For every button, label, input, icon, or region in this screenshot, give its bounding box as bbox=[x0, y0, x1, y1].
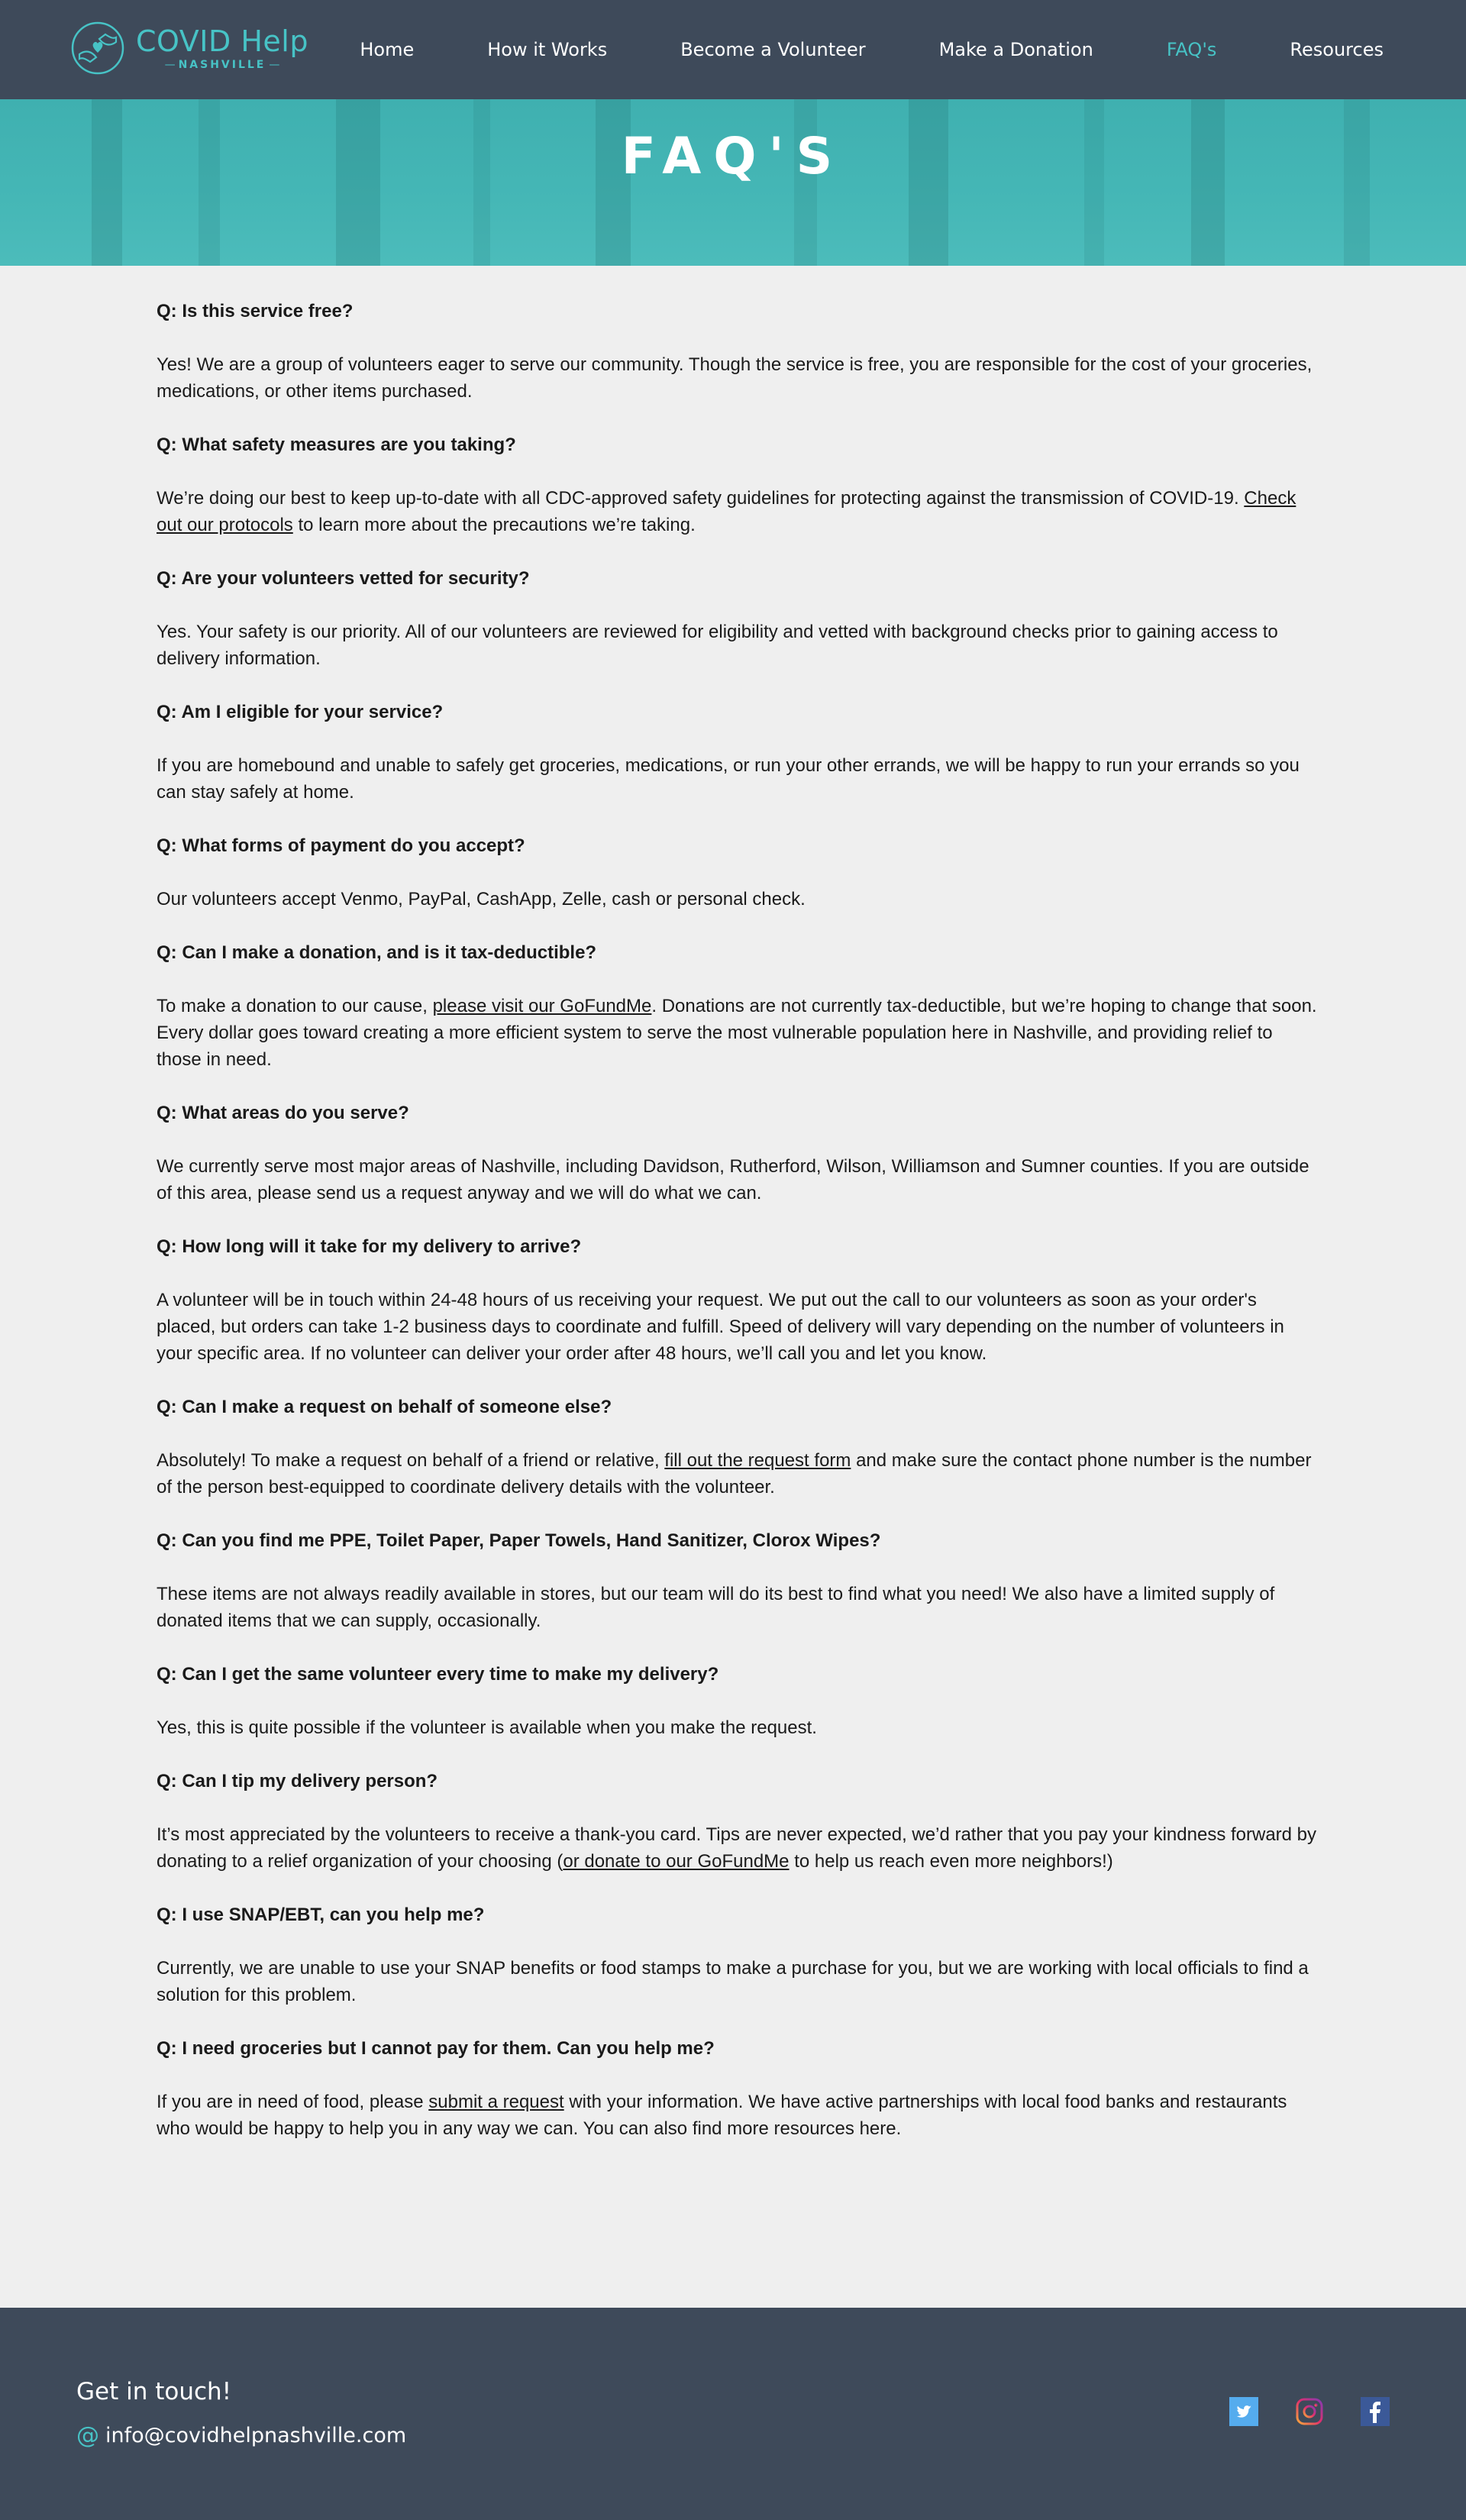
faq-answer-text: Yes! We are a group of volunteers eager to serve our community. Though the service is free, you are responsible for the cost of your groceries, medications, or other items purchased. bbox=[157, 354, 1313, 402]
faq-answer bbox=[157, 1955, 1317, 2008]
faq-question: Q: I need groceries but I cannot pay for them. Can you help me? bbox=[157, 2038, 715, 2059]
faq-answer-link[interactable]: please visit our GoFundMe bbox=[432, 996, 652, 1016]
nav-item-resources[interactable]: Resources bbox=[1290, 39, 1384, 60]
instagram-icon[interactable] bbox=[1295, 2397, 1324, 2426]
faq-answer-text: These items are not always readily available in stores, but our team will do its best to find what you need! We also have a limited supply of donated items that we can supply, occasionally. bbox=[157, 1584, 1275, 1631]
contact-heading: Get in touch! bbox=[76, 2378, 232, 2405]
faq-answer-text: To make a donation to our cause, bbox=[157, 996, 433, 1016]
faq-answer bbox=[157, 1714, 1317, 1741]
hero-banner bbox=[0, 99, 1466, 266]
logo-title: COVID Help bbox=[136, 24, 308, 58]
faq-answer bbox=[157, 752, 1317, 806]
faq-answer-text: If you are homebound and unable to safely get groceries, medications, or run your other errands, we will be happy to run your errands so you can stay safely at home. bbox=[157, 755, 1300, 803]
contact-email[interactable] bbox=[76, 2422, 406, 2449]
faq-answer-text: Currently, we are unable to use your SNAP benefits or food stamps to make a purchase for you, but we are working with local officials to find a solution for this problem. bbox=[157, 1958, 1309, 2005]
faq-answer-text: Absolutely! To make a request on behalf of a friend or relative, bbox=[157, 1450, 665, 1471]
faq-answer bbox=[157, 485, 1317, 538]
faq-question: Q: Can you find me PPE, Toilet Paper, Paper Towels, Hand Sanitizer, Clorox Wipes? bbox=[157, 1530, 881, 1551]
faq-answer-text: and make sure the contact phone number is the number of the person best-equipped to coordinate delivery details with the volunteer. bbox=[157, 1450, 1312, 1497]
faq-answer-text: It’s most appreciated by the volunteers to receive a thank-you card. Tips are never expected, we’d rather that you pay your kindness forward by donating to a relief organization of your choosing ( bbox=[157, 1824, 1317, 1872]
faq-answer bbox=[157, 886, 1317, 913]
faq-answer-text: Our volunteers accept Venmo, PayPal, CashApp, Zelle, cash or personal check. bbox=[157, 889, 806, 909]
faq-answer bbox=[157, 1447, 1317, 1501]
faq-answer bbox=[157, 2089, 1317, 2142]
faq-question: Q: Am I eligible for your service? bbox=[157, 702, 444, 722]
faq-list bbox=[157, 298, 1317, 2169]
faq-question: Q: What areas do you serve? bbox=[157, 1103, 409, 1123]
faq-question: Q: What forms of payment do you accept? bbox=[157, 835, 525, 856]
site-footer bbox=[0, 2308, 1466, 2520]
twitter-icon[interactable] bbox=[1229, 2397, 1258, 2426]
faq-answer bbox=[157, 351, 1317, 405]
faq-question: Q: Are your volunteers vetted for security? bbox=[157, 568, 530, 589]
faq-question: Q: Is this service free? bbox=[157, 301, 354, 321]
faq-answer-text: to help us reach even more neighbors!) bbox=[789, 1851, 1113, 1872]
faq-answer bbox=[157, 1153, 1317, 1207]
faq-answer-link[interactable]: or donate to our GoFundMe bbox=[563, 1851, 790, 1872]
faq-answer bbox=[157, 1821, 1317, 1875]
faq-answer-text: We currently serve most major areas of Nashville, including Davidson, Rutherford, Wilson, Williamson and Sumner counties. If you are outside of this area, please send us a request anyway and we will do what we can. bbox=[157, 1156, 1309, 1203]
nav-item-home[interactable]: Home bbox=[360, 39, 415, 60]
facebook-icon[interactable] bbox=[1361, 2397, 1390, 2426]
social-links bbox=[1229, 2397, 1390, 2426]
faq-answer-link[interactable]: Check out our protocols bbox=[157, 488, 1296, 535]
faq-answer bbox=[157, 993, 1317, 1073]
faq-answer-text: We’re doing our best to keep up-to-date with all CDC-approved safety guidelines for protecting against the transmission of COVID-19. bbox=[157, 488, 1245, 509]
site-header bbox=[0, 0, 1466, 99]
faq-answer-link[interactable]: submit a request bbox=[428, 2092, 564, 2112]
nav-item-faq-s[interactable]: FAQ's bbox=[1166, 39, 1217, 60]
logo-subtitle: — NASHVILLE — bbox=[162, 58, 283, 72]
faq-answer-text: A volunteer will be in touch within 24-48 hours of us receiving your request. We put out the call to our volunteers as soon as your order's placed, but orders can take 1-2 business days to coordinate and fulfill. Speed of delivery will vary depending on the number of volunteers in your specific area. If no volunteer can deliver your order after 48 hours, we’ll call you and let you know. bbox=[157, 1290, 1284, 1364]
faq-question: Q: Can I get the same volunteer every time to make my delivery? bbox=[157, 1664, 719, 1685]
faq-answer bbox=[157, 619, 1317, 672]
nav-item-how-it-works[interactable]: How it Works bbox=[487, 39, 608, 60]
faq-answer-text: Yes. Your safety is our priority. All of our volunteers are reviewed for eligibility and vetted with background checks prior to gaining access to delivery information. bbox=[157, 622, 1278, 669]
at-sign-icon: @ bbox=[76, 2422, 99, 2449]
faq-answer-text: to learn more about the precautions we’re taking. bbox=[292, 515, 696, 535]
faq-question: Q: Can I make a donation, and is it tax-deductible? bbox=[157, 942, 597, 963]
faq-answer-text: If you are in need of food, please bbox=[157, 2092, 429, 2112]
faq-answer-text: with your information. We have active partnerships with local food banks and restaurants who would be happy to help you in any way we can. You can also find more resources here. bbox=[157, 2092, 1287, 2139]
faq-answer-text: Yes, this is quite possible if the volunteer is available when you make the request. bbox=[157, 1717, 817, 1738]
main-nav bbox=[360, 0, 1384, 99]
faq-answer bbox=[157, 1581, 1317, 1634]
faq-question: Q: Can I tip my delivery person? bbox=[157, 1771, 438, 1791]
faq-answer-text: . Donations are not currently tax-deductible, but we’re hoping to change that soon. Every dollar goes toward creating a more efficient system to serve the most vulnerable population here in Nashville, and providing relief to those in need. bbox=[157, 996, 1317, 1070]
faq-answer bbox=[157, 1287, 1317, 1367]
page-title: FAQ'S bbox=[621, 127, 845, 186]
hands-heart-icon bbox=[69, 19, 127, 77]
contact-email-text[interactable]: info@covidhelpnashville.com bbox=[105, 2424, 407, 2447]
faq-question: Q: What safety measures are you taking? bbox=[157, 435, 516, 455]
nav-item-become-a-volunteer[interactable]: Become a Volunteer bbox=[680, 39, 866, 60]
logo[interactable] bbox=[69, 19, 308, 77]
faq-question: Q: How long will it take for my delivery to arrive? bbox=[157, 1236, 582, 1257]
faq-question: Q: I use SNAP/EBT, can you help me? bbox=[157, 1905, 485, 1925]
nav-item-make-a-donation[interactable]: Make a Donation bbox=[938, 39, 1093, 60]
faq-question: Q: Can I make a request on behalf of someone else? bbox=[157, 1397, 612, 1417]
faq-answer-link[interactable]: fill out the request form bbox=[664, 1450, 851, 1471]
